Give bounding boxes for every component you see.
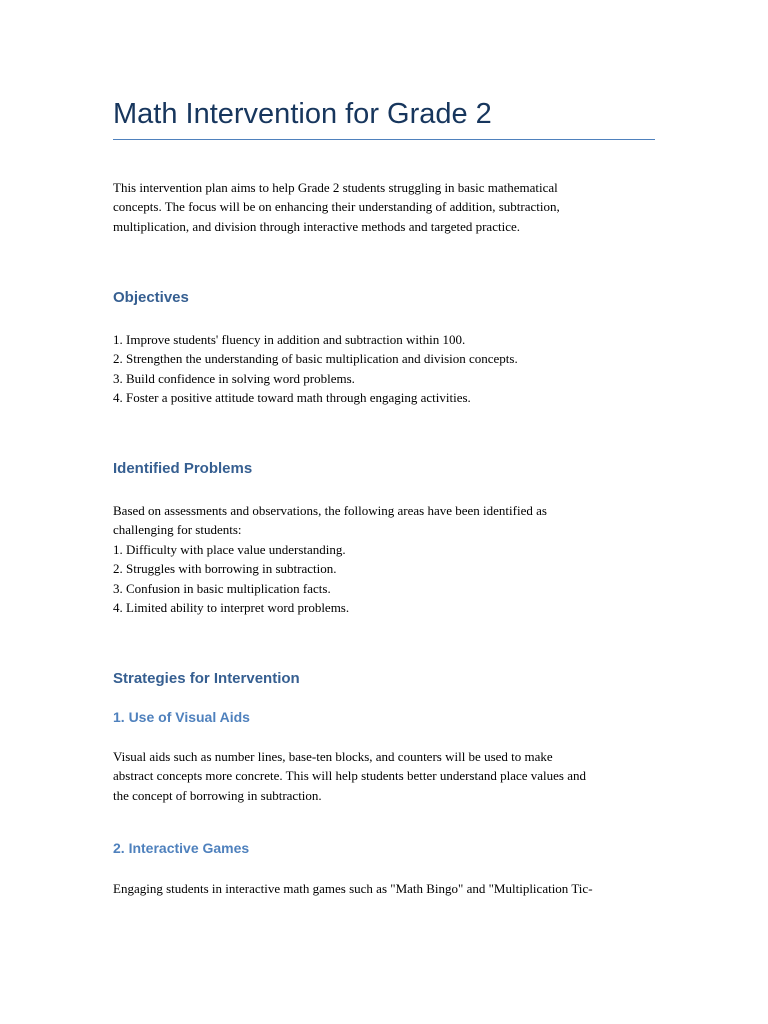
problems-line: challenging for students: xyxy=(113,522,242,538)
visual-aids-paragraph xyxy=(113,747,655,805)
objective-item: 3. Build confidence in solving word problems. xyxy=(113,370,355,386)
intro-line: multiplication, and division through interactive methods and targeted practice. xyxy=(113,218,520,234)
document-title: Math Intervention for Grade 2 xyxy=(113,98,492,130)
objectives-list xyxy=(113,330,655,408)
interactive-games-paragraph xyxy=(113,879,655,898)
objectives-heading: Objectives xyxy=(113,289,189,306)
interactive-games-line: Engaging students in interactive math games such as "Math Bingo" and "Multiplication Tic- xyxy=(113,881,593,896)
problem-item: 1. Difficulty with place value understanding. xyxy=(113,541,346,557)
objective-item: 1. Improve students' fluency in addition and subtraction within 100. xyxy=(113,332,466,347)
visual-aids-line: Visual aids such as number lines, base-ten blocks, and counters will be used to make xyxy=(113,749,553,764)
intro-line: concepts. The focus will be on enhancing their understanding of addition, subtraction, xyxy=(113,199,560,215)
problems-line: Based on assessments and observations, the following areas have been identified as xyxy=(113,503,547,518)
identified-problems-paragraph xyxy=(113,501,655,617)
identified-problems-heading: Identified Problems xyxy=(113,460,253,477)
visual-aids-heading: 1. Use of Visual Aids xyxy=(113,709,250,725)
visual-aids-line: abstract concepts more concrete. This will help students better understand place values and xyxy=(113,768,587,784)
intro-line: This intervention plan aims to help Grade 2 students struggling in basic mathematical xyxy=(113,180,558,195)
title-underline xyxy=(113,139,655,140)
strategies-heading: Strategies for Intervention xyxy=(113,670,300,687)
visual-aids-line: the concept of borrowing in subtraction. xyxy=(113,787,322,803)
problem-item: 4. Limited ability to interpret word problems. xyxy=(113,600,350,616)
problem-item: 3. Confusion in basic multiplication facts. xyxy=(113,580,331,596)
interactive-games-heading: 2. Interactive Games xyxy=(113,840,250,856)
objective-item: 2. Strengthen the understanding of basic multiplication and division concepts. xyxy=(113,351,518,367)
objective-item: 4. Foster a positive attitude toward math through engaging activities. xyxy=(113,390,471,406)
intro-paragraph xyxy=(113,178,655,236)
problem-item: 2. Struggles with borrowing in subtraction. xyxy=(113,561,337,577)
